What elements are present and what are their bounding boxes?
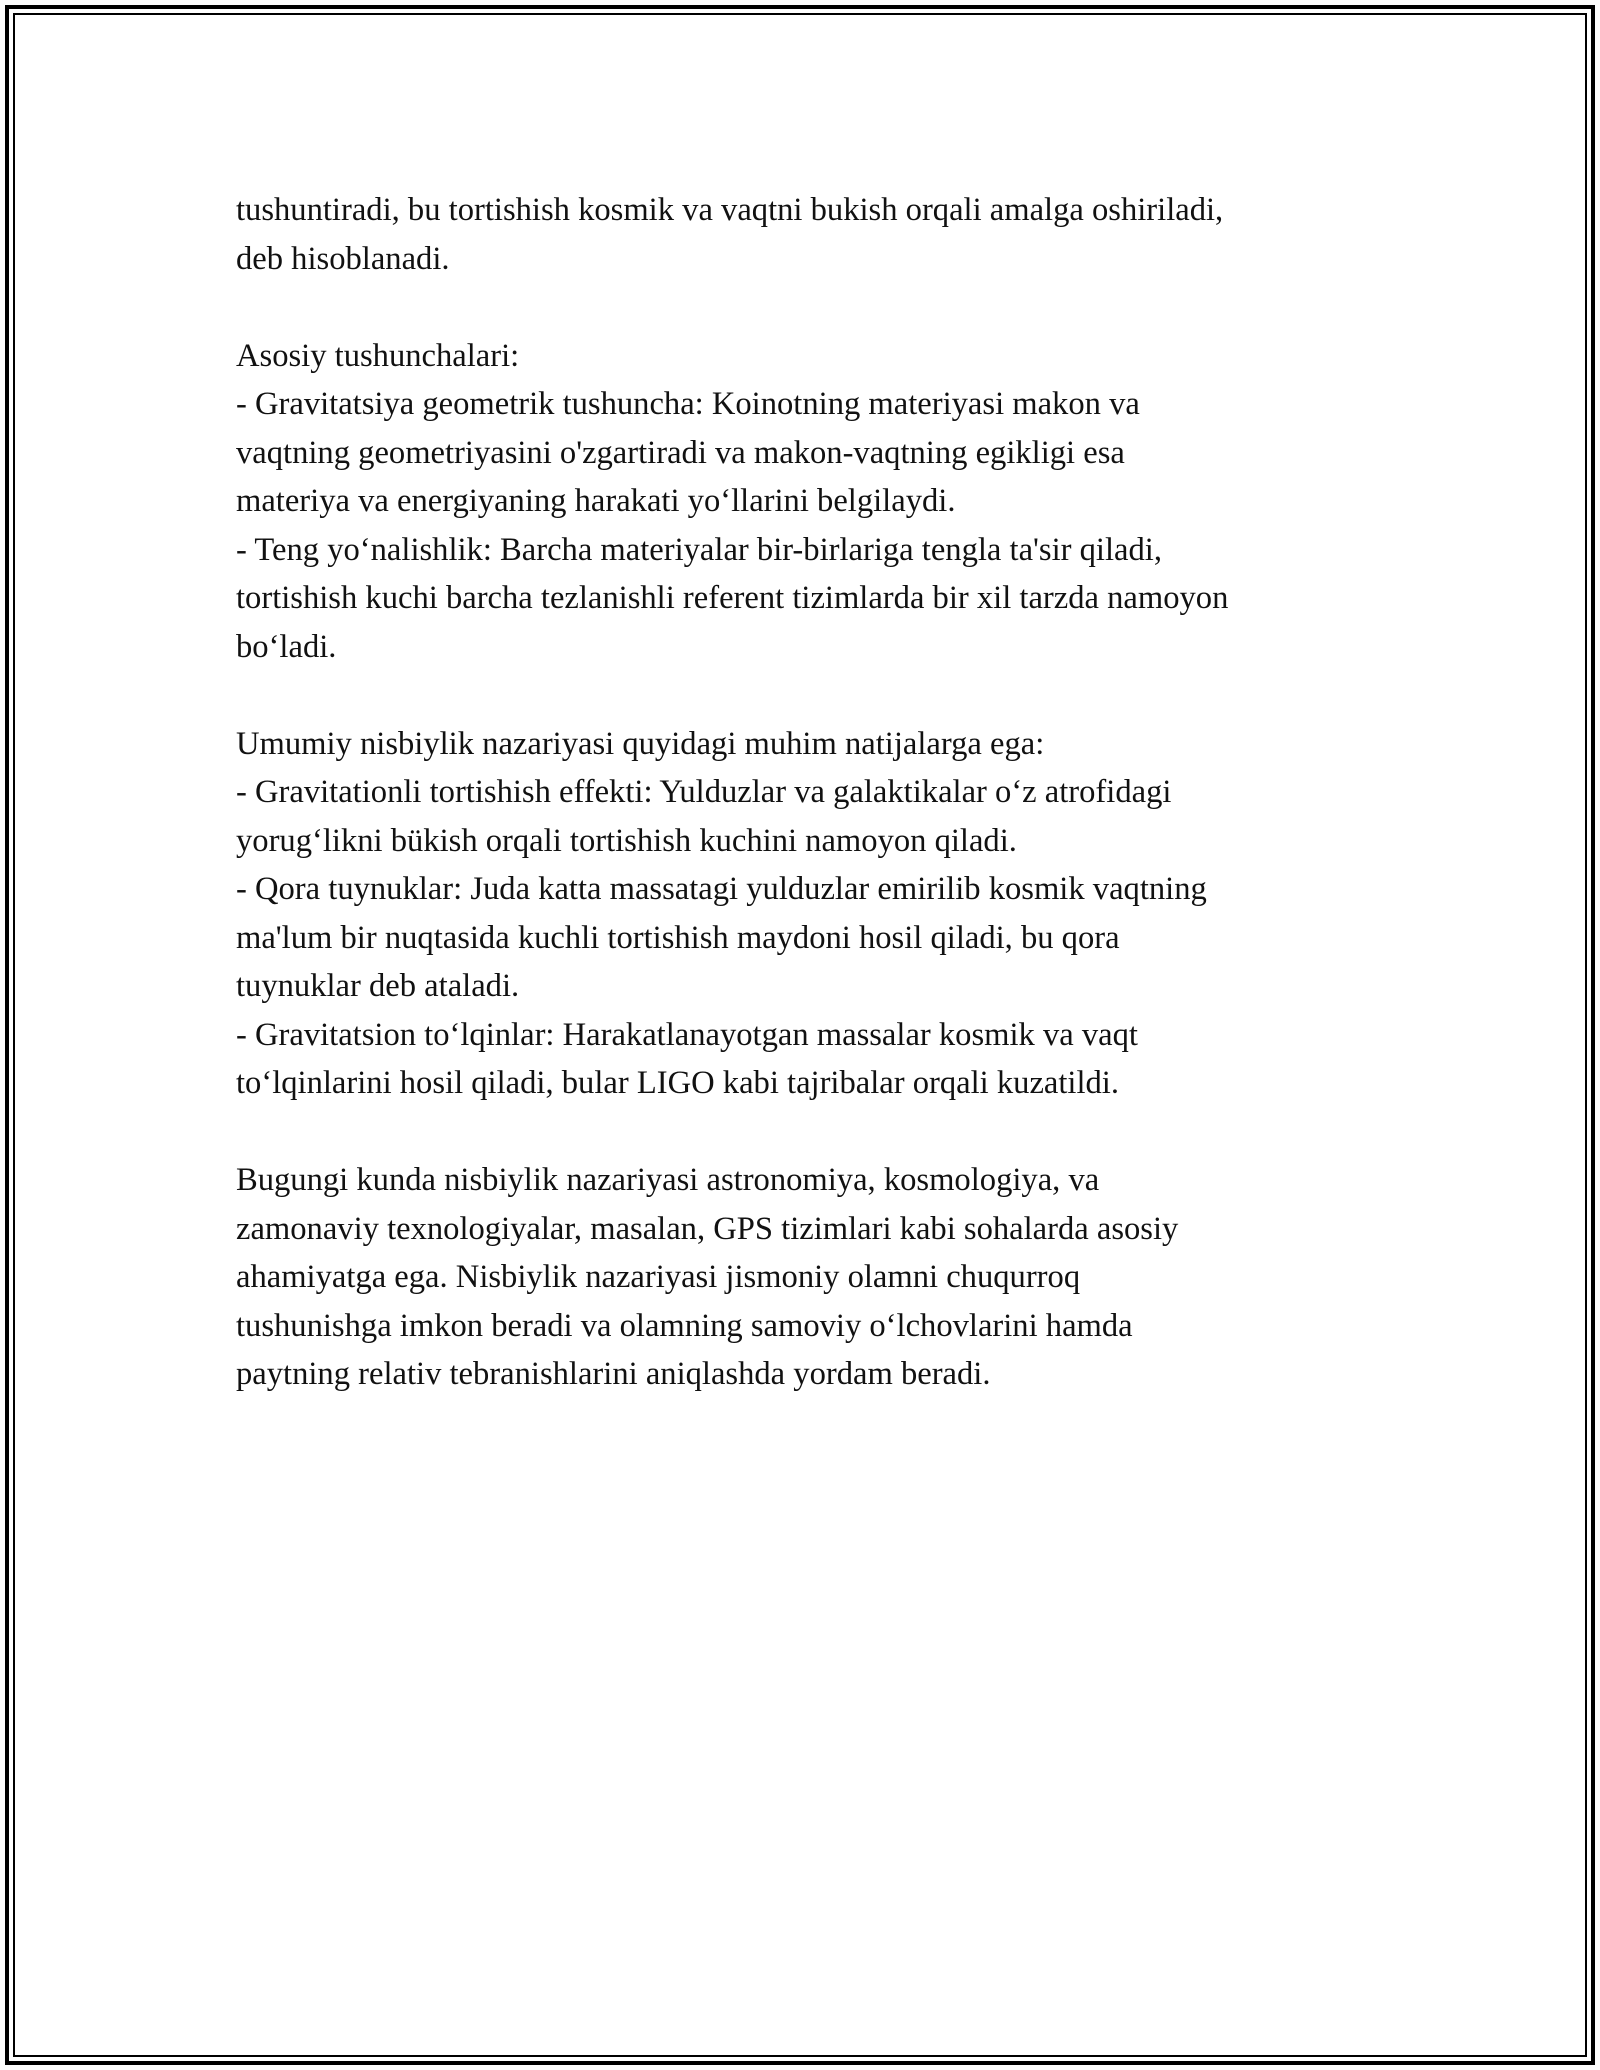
text-line: Bugungi kunda nisbiylik nazariyasi astronomiya, kosmologiya, va [236,1162,1100,1198]
text-line: tuynuklar deb ataladi. [236,968,520,1004]
paragraph-4 [236,1156,1366,1399]
text-line: tushuntiradi, bu tortishish kosmik va vaqtni bukish orqali amalga oshiriladi, [236,192,1224,228]
text-line: vaqtning geometriyasini o'zgartiradi va makon-vaqtning egikligi esa [236,434,1125,471]
paragraph-2 [236,332,1366,672]
text-line: tortishish kuchi barcha tezlanishli referent tizimlarda bir xil tarzda namoyon [236,580,1229,616]
text-line: deb hisoblanadi. [236,240,450,277]
text-line: to‘lqinlarini hosil qiladi, bular LIGO kabi tajribalar orqali kuzatildi. [236,1065,1119,1101]
text-line: - Qora tuynuklar: Juda katta massatagi yulduzlar emirilib kosmik vaqtning [236,871,1207,907]
document-body [236,186,1366,1447]
section-heading-line: Asosiy tushunchalari: [236,337,520,374]
text-line: paytning relativ tebranishlarini aniqlashda yordam beradi. [236,1356,991,1392]
paragraph-3 [236,720,1366,1108]
text-line: ahamiyatga ega. Nisbiylik nazariyasi jismoniy olamni chuqurroq [236,1259,1081,1295]
paragraph-1 [236,186,1366,283]
text-line: yorug‘likni bükish orqali tortishish kuchini namoyon qiladi. [236,822,1017,859]
text-line: ma'lum bir nuqtasida kuchli tortishish maydoni hosil qiladi, bu qora [236,919,1120,956]
text-line: - Gravitatsion to‘lqinlar: Harakatlanayotgan massalar kosmik va vaqt [236,1016,1138,1053]
text-line: materiya va energiyaning harakati yo‘llarini belgilaydi. [236,483,956,519]
text-line: - Teng yo‘nalishlik: Barcha materiyalar bir-birlariga tengla ta'sir qiladi, [236,531,1162,568]
text-line: - Gravitatsiya geometrik tushuncha: Koinotning materiyasi makon va [236,386,1140,422]
text-line: - Gravitationli tortishish effekti: Yulduzlar va galaktikalar o‘z atrofidagi [236,774,1172,810]
section-heading-line: Umumiy nisbiylik nazariyasi quyidagi muhim natijalarga ega: [236,725,1045,762]
text-line: tushunishga imkon beradi va olamning samoviy o‘lchovlarini hamda [236,1307,1133,1344]
text-line: bo‘ladi. [236,628,337,665]
text-line: zamonaviy texnologiyalar, masalan, GPS tizimlari kabi sohalarda asosiy [236,1210,1179,1247]
